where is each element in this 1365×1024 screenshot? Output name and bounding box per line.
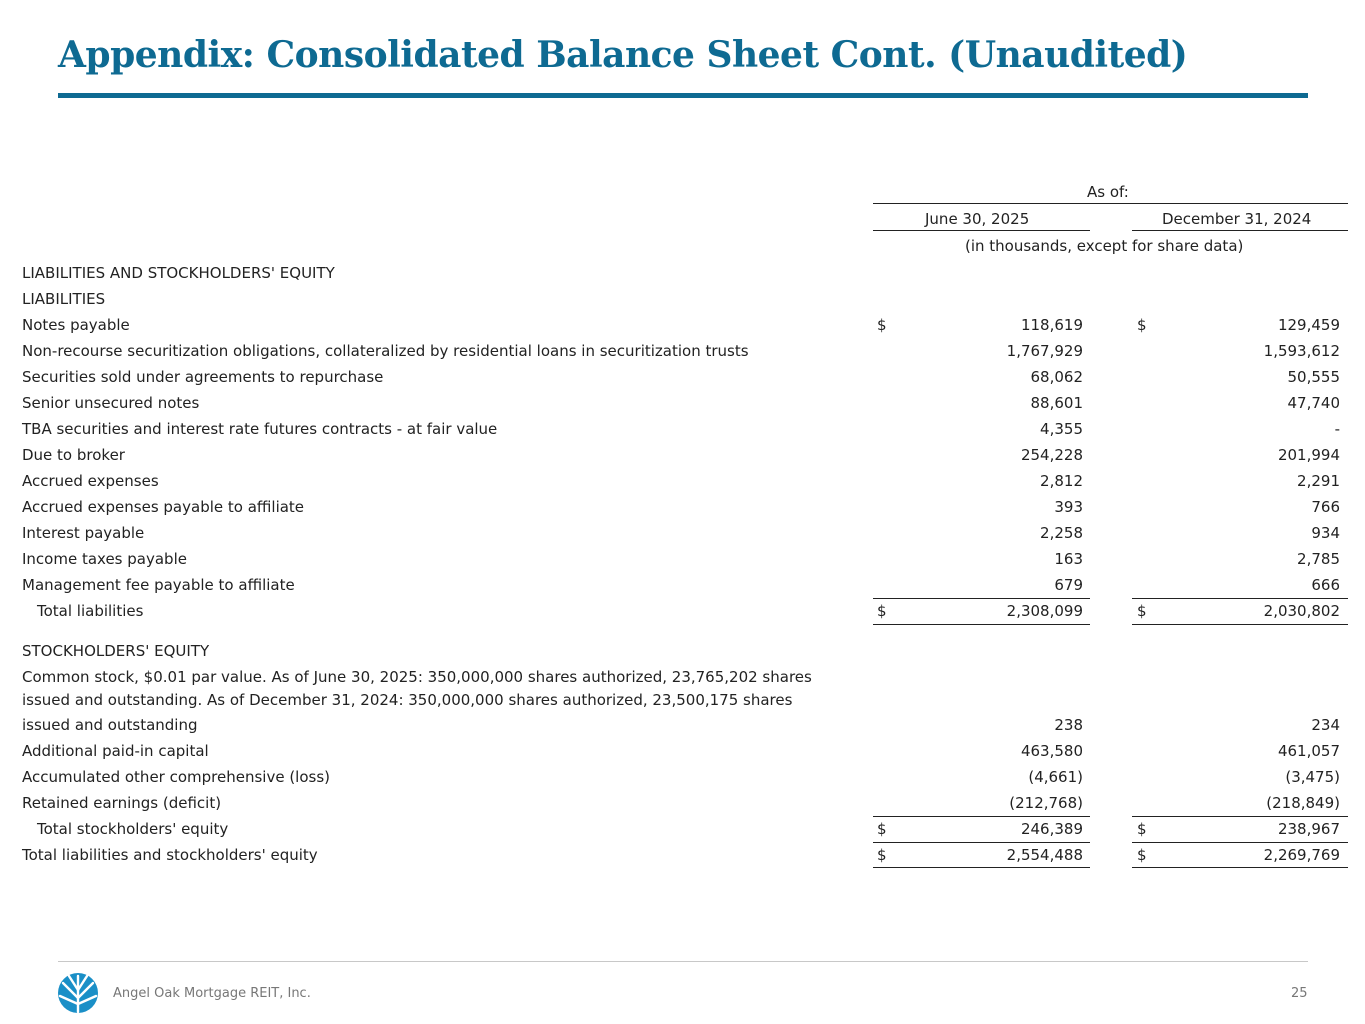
value-june-2025: (212,768) [1009, 794, 1083, 812]
row-label: Income taxes payable [22, 550, 187, 568]
column-header-june-2025: June 30, 2025 [925, 210, 1030, 228]
value-dec-2024: - [1334, 420, 1340, 438]
row-label: Senior unsecured notes [22, 394, 200, 412]
currency-symbol: $ [1137, 846, 1147, 864]
value-dec-2024: 2,269,769 [1263, 846, 1340, 864]
table-row [0, 442, 1365, 468]
column-header-dec-2024: December 31, 2024 [1162, 210, 1312, 228]
value-dec-2024: 47,740 [1287, 394, 1340, 412]
value-june-2025: 2,308,099 [1006, 602, 1083, 620]
value-june-2025: 254,228 [1020, 446, 1083, 464]
value-june-2025: (4,661) [1028, 768, 1083, 786]
value-dec-2024: 129,459 [1277, 316, 1340, 334]
as-of-rule [873, 203, 1348, 204]
grand-total-rule-col1 [873, 867, 1090, 868]
row-label: Additional paid-in capital [22, 742, 209, 760]
row-label: TBA securities and interest rate futures contracts - at fair value [22, 420, 498, 438]
table-row [0, 494, 1365, 520]
value-dec-2024: 934 [1311, 524, 1340, 542]
value-dec-2024: 2,291 [1297, 472, 1340, 490]
value-june-2025: 2,812 [1040, 472, 1083, 490]
currency-symbol: $ [877, 602, 887, 620]
value-june-2025: 679 [1054, 576, 1083, 594]
table-row [0, 364, 1365, 390]
value-dec-2024: 238,967 [1277, 820, 1340, 838]
table-row [0, 572, 1365, 598]
table-row [0, 312, 1365, 338]
section-heading-row [0, 260, 1365, 286]
row-label: Notes payable [22, 316, 130, 334]
table-row [0, 790, 1365, 816]
section-heading-row [0, 286, 1365, 312]
row-label: Interest payable [22, 524, 145, 542]
table-row [0, 764, 1365, 790]
value-dec-2024: 666 [1311, 576, 1340, 594]
page-number: 25 [1291, 986, 1308, 1001]
row-label: Accrued expenses payable to affiliate [22, 498, 305, 516]
value-june-2025: 246,389 [1020, 820, 1083, 838]
value-dec-2024: 2,785 [1297, 550, 1340, 568]
value-june-2025: 4,355 [1040, 420, 1083, 438]
value-june-2025: 118,619 [1020, 316, 1083, 334]
value-june-2025: 2,554,488 [1006, 846, 1083, 864]
value-dec-2024: (218,849) [1266, 794, 1340, 812]
value-june-2025: 463,580 [1020, 742, 1083, 760]
table-row [0, 712, 1365, 738]
grand-total-rule-col2 [1132, 867, 1348, 868]
col1-header-rule [873, 230, 1090, 231]
currency-symbol: $ [1137, 820, 1147, 838]
row-label: Total liabilities and stockholders' equity [22, 846, 318, 864]
value-june-2025: 238 [1054, 716, 1083, 734]
total-rule-col2 [1132, 624, 1348, 625]
row-label: Accumulated other comprehensive (loss) [22, 768, 331, 786]
table-row [0, 520, 1365, 546]
row-label: Retained earnings (deficit) [22, 794, 222, 812]
row-label: Total stockholders' equity [37, 820, 229, 838]
section-heading-liabilities: LIABILITIES [22, 290, 106, 308]
title-underline [58, 93, 1308, 98]
row-label: Total liabilities [37, 602, 144, 620]
value-dec-2024: 766 [1311, 498, 1340, 516]
value-dec-2024: 1,593,612 [1263, 342, 1340, 360]
units-note: (in thousands, except for share data) [965, 237, 1244, 255]
value-june-2025: 393 [1054, 498, 1083, 516]
currency-symbol: $ [877, 846, 887, 864]
footer-rule [58, 961, 1308, 962]
table-row [0, 338, 1365, 364]
currency-symbol: $ [1137, 316, 1147, 334]
section-heading-liabilities-equity: LIABILITIES AND STOCKHOLDERS' EQUITY [22, 264, 335, 282]
grand-total-row [0, 842, 1365, 868]
section-heading-equity: STOCKHOLDERS' EQUITY [22, 642, 210, 660]
currency-symbol: $ [877, 820, 887, 838]
table-row [0, 390, 1365, 416]
row-label: Securities sold under agreements to repurchase [22, 368, 384, 386]
value-dec-2024: 234 [1311, 716, 1340, 734]
angel-oak-tree-logo-icon [57, 972, 99, 1014]
col2-header-rule [1132, 230, 1348, 231]
as-of-header: As of: [1087, 183, 1129, 201]
value-dec-2024: 2,030,802 [1263, 602, 1340, 620]
table-row [0, 546, 1365, 572]
value-june-2025: 163 [1054, 550, 1083, 568]
value-june-2025: 68,062 [1030, 368, 1083, 386]
table-row [0, 416, 1365, 442]
value-dec-2024: (3,475) [1285, 768, 1340, 786]
row-label: Accrued expenses [22, 472, 159, 490]
total-row [0, 816, 1365, 842]
section-heading-row [0, 638, 1365, 664]
value-june-2025: 1,767,929 [1006, 342, 1083, 360]
table-row [0, 738, 1365, 764]
total-row [0, 598, 1365, 624]
value-dec-2024: 50,555 [1287, 368, 1340, 386]
value-june-2025: 2,258 [1040, 524, 1083, 542]
value-dec-2024: 201,994 [1277, 446, 1340, 464]
table-row [0, 468, 1365, 494]
page-title: Appendix: Consolidated Balance Sheet Cont. (Unaudited) [58, 34, 1188, 76]
common-stock-label-line2: issued and outstanding. As of December 31, 2024: 350,000,000 shares authorized, 23,500,175 shares [22, 691, 793, 709]
row-label: Management fee payable to affiliate [22, 576, 295, 594]
row-label: Due to broker [22, 446, 125, 464]
common-stock-label-line1: Common stock, $0.01 par value. As of June 30, 2025: 350,000,000 shares authorized, 23,765,202 shares [22, 668, 812, 686]
company-name: Angel Oak Mortgage REIT, Inc. [113, 986, 311, 1001]
value-dec-2024: 461,057 [1277, 742, 1340, 760]
value-june-2025: 88,601 [1030, 394, 1083, 412]
row-label: Non-recourse securitization obligations, collateralized by residential loans in securitization trusts [22, 342, 749, 360]
common-stock-label-line3: issued and outstanding [22, 716, 198, 734]
currency-symbol: $ [877, 316, 887, 334]
total-rule-col1 [873, 624, 1090, 625]
currency-symbol: $ [1137, 602, 1147, 620]
